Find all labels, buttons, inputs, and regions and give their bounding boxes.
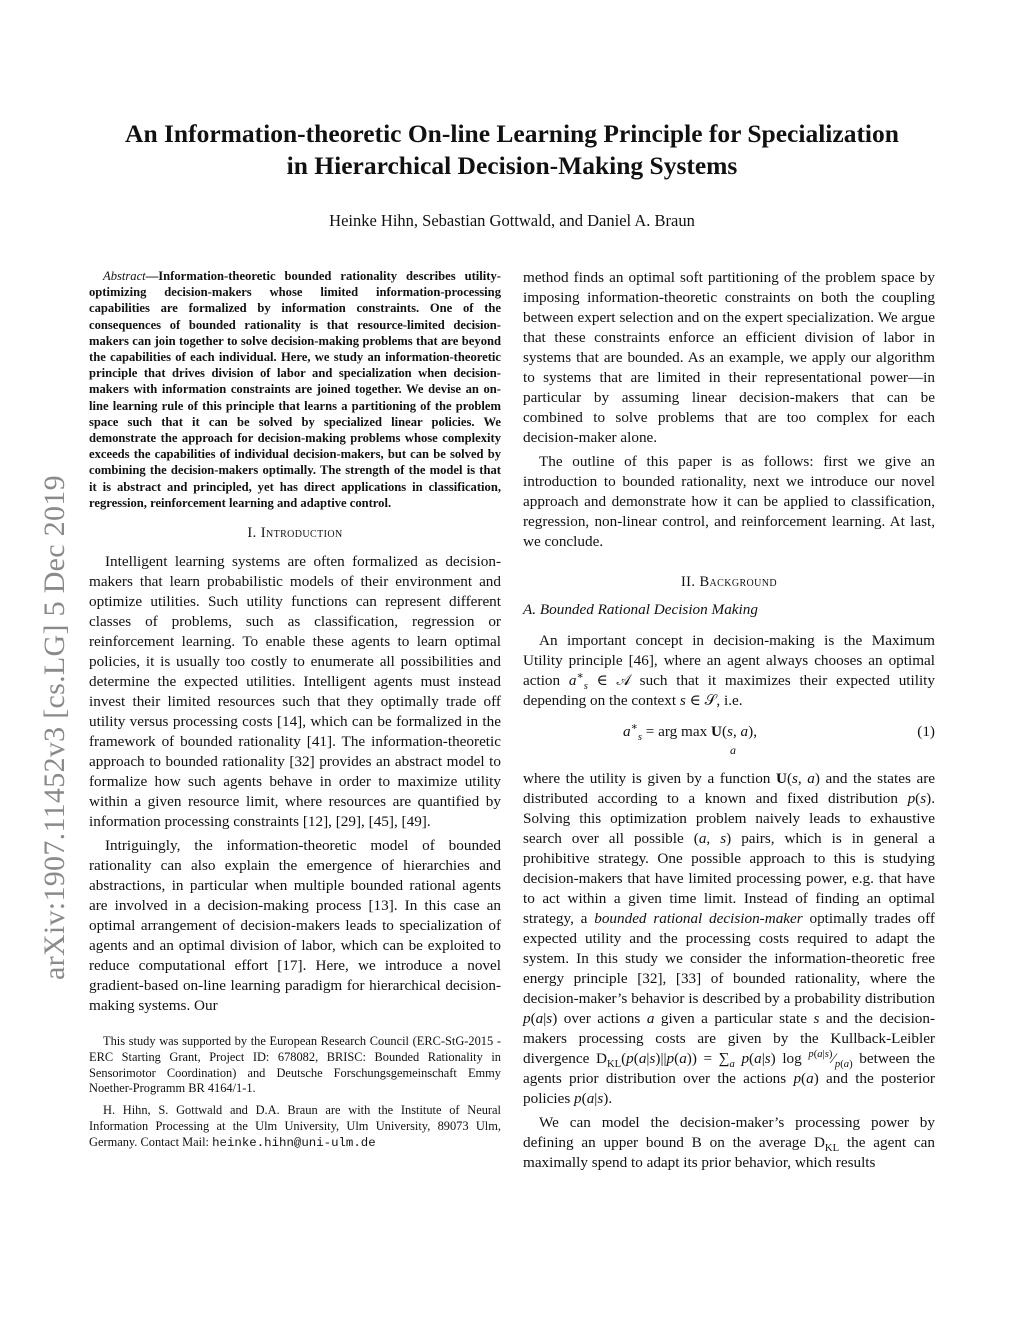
abstract bbox=[89, 268, 501, 511]
left-column bbox=[89, 268, 501, 1158]
right-column bbox=[523, 268, 935, 1177]
subsection-heading: A. Bounded Rational Decision Making bbox=[523, 601, 758, 618]
utility-paragraph: where the utility is given by a function U(s, a) and the states are distributed according to a known and fixed distribution p(s). Solving this optimization problem naively leads to exhaustive search over all possible (a, s) pairs, which is in general a prohibitive strategy. One possible approach to this is studying decision-makers that have limited processing power, e.g. that have to act within a given time limit. Instead of finding an optimal strategy, a bounded rational decision-maker optimally trades off expected utility and the processing costs required to adapt the system. In this study we consider the information-theoretic free energy principle [32], [33] of bounded rationality, where the decision-maker’s behavior is described by a probability distribution p(a|s) over actions a given a particular state s and the decision-makers processing costs are given by the Kullback-Leibler divergence $D_{KL}(p(a|s)||p(a)) = \sum_a$ p(a|s) $\log ^{p(a|s)}⁄_{p(a)}$ between the agents prior distribution over the actions p(a) and the posterior policies p(a|s). bbox=[523, 770, 936, 1107]
intro-continued-paragraph: method finds an optimal soft partitioning of the problem space by imposing information-theoretic constraints on both the coupling between expert selection and on the expert specialization. We argue that these constraints enforce an efficient division of labor in systems that are bounded. As an example, we apply our algorithm to systems that are limited in their representational power—in particular by assuming linear decision-makers that can be combined to solve problems that are too complex for each decision-maker alone. bbox=[523, 269, 935, 446]
section-number: I. bbox=[247, 525, 257, 542]
author-list: Heinke Hihn, Sebastian Gottwald, and Daniel A. Braun bbox=[329, 211, 695, 230]
section-heading-background bbox=[523, 574, 935, 591]
section-title: Background bbox=[699, 574, 778, 590]
title-line-1: An Information-theoretic On-line Learning Principle for Specialization bbox=[125, 119, 899, 148]
equation-number: (1) bbox=[917, 723, 935, 740]
abstract-label: Abstract bbox=[103, 269, 146, 283]
section-heading-introduction bbox=[89, 525, 501, 542]
outline-paragraph: The outline of this paper is as follows: first we give an introduction to bounded rationality, next we introduce our novel approach and demonstrate how it can be applied to classification, regression, non-linear control, and reinforcement learning. At last, we conclude. bbox=[523, 453, 935, 550]
footnote-affiliation-text: H. Hihn, S. Gottwald and D.A. Braun are with the Institute of Neural Information Processing at the Ulm University, Ulm University, 89073 Ulm, Germany. Contact Mail: bbox=[89, 1103, 501, 1149]
contact-email[interactable]: heinke.hihn@uni-ulm.de bbox=[212, 1135, 376, 1150]
abstract-text: —Information-theoretic bounded rationality describes utility-optimizing decision-makers whose limited information-processing capabilities are formalized by information constraints. One of the consequences of bounded rationality is that resource-limited decision-makers can join together to solve decision-making problems that are beyond the capabilities of each individual. Here, we study an information-theoretic principle that drives division of labor and specialization when decision-makers with information constraints are joined together. We devise an on-line learning rule of this principle that learns a partitioning of the problem space such that it can be solved by specialized linear policies. We demonstrate the approach for decision-making problems whose complexity exceeds the capabilities of individual decision-makers, but can be solved by combining the decision-makers optimally. The strength of the model is that it is abstract and principled, yet has direct applications in classification, regression, reinforcement learning and adaptive control. bbox=[89, 269, 501, 510]
equation-body: $a^∗_s$ = arg max U(s, a), bbox=[623, 721, 757, 744]
paper-title bbox=[80, 118, 944, 182]
section-title: Introduction bbox=[260, 525, 343, 542]
title-line-2: in Hierarchical Decision-Making Systems bbox=[286, 151, 738, 180]
intro-paragraph-1: Intelligent learning systems are often formalized as decision-makers that learn probabilistic models of their environment and optimize utilities. Such utility functions can represent different classes of problems, such as classification, regression or reinforcement learning. To enable these agents to learn optimal policies, it is usually too costly to enumerate all possibilities and determine the expected utilities. Intelligent agents must instead invest their limited resources such that they optimally trade off utility versus processing costs [14], which can be formalized in the framework of bounded rationality [41]. The information-theoretic approach to bounded rationality [32] provides an abstract model to formalize how such agents behave in order to maximize utility within a given resource limit, where resources are quantified by information processing constraints [12], [29], [45], [49]. bbox=[89, 553, 501, 831]
footnote-affiliation bbox=[89, 1103, 501, 1151]
equation-subscript: a bbox=[730, 743, 736, 757]
intro-paragraph-2: Intriguingly, the information-theoretic model of bounded rationality can also explain the emergence of hierarchies and abstractions, in particular when multiple bounded rational agents are involved in a decision-making process [13]. In this case an optimal arrangement of decision-makers leads to specialization of agents and an optimal division of labor, which can be exploited to reduce computational effort [17]. Here, we introduce a novel gradient-based on-line learning paradigm for hierarchical decision-making systems. Our bbox=[89, 837, 501, 1015]
equation-1 bbox=[523, 721, 935, 761]
processing-power-paragraph: We can model the decision-maker’s processing power by defining an upper bound B on the average $D_{KL}$ the agent can maximally spend to adapt its prior behavior, which results bbox=[523, 1114, 936, 1171]
footnote-funding: This study was supported by the European Research Council (ERC-StG-2015 - ERC Starting Grant, Project ID: 678082, BRISC: Bounded Rationality in Sensorimotor Coordination) and Deutsche Forschungsgemeinschaft Emmy Noether-Programm BR 4164/1-1. bbox=[89, 1034, 501, 1096]
arxiv-stamp: arXiv:1907.11452v3 [cs.LG] 5 Dec 2019 bbox=[38, 475, 71, 980]
max-utility-paragraph: An important concept in decision-making is the Maximum Utility principle [46], where an agent always chooses an optimal action $a^∗_s$ ∈ 𝒜 such that it maximizes their expected utility depending on the context s ∈ 𝒮, i.e. bbox=[523, 632, 935, 709]
section-number: II. bbox=[680, 574, 696, 590]
